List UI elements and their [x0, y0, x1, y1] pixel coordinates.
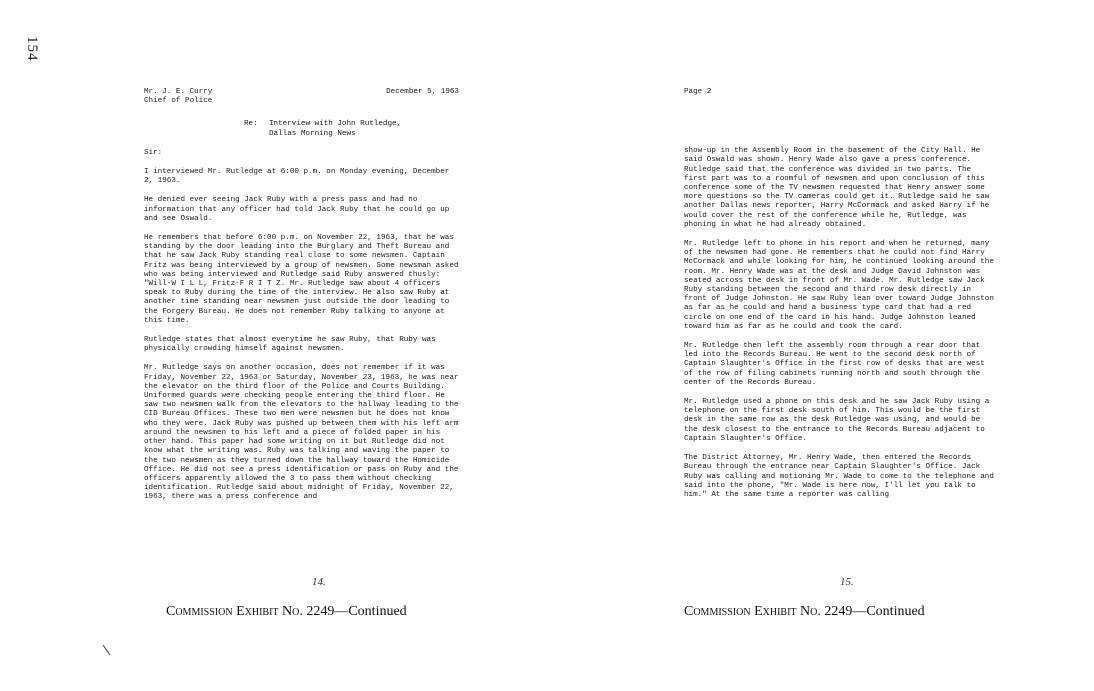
handwritten-initials: 14.: [312, 576, 326, 588]
stray-mark: [103, 645, 111, 655]
paragraph: The District Attorney, Mr. Henry Wade, then entered the Records Bureau through the entrance near Captain Slaughter's Office. Jack Ruby was calling and motioning Mr. Wade to come to the telephone and said into the phone, "Mr. Wade is here now, I'll let you talk to him." At the same time a reporter was calling: [684, 454, 994, 499]
caption-suffix: —Continued: [334, 604, 407, 619]
letter-date: December 5, 1963: [386, 88, 459, 96]
paragraph: Mr. Rutledge says on another occasion, does not remember if it was Friday, November 22, 1963 or Saturday, November 23, 1963, he was near the elevator on the third floor of the Police and Courts Building. Uniformed guards were checking people entering the third floor. He saw two newsmen walk from the elevators to the hallway leading to the CID Bureau Offices. These two men were newsmen but he does not know who they were. Jack Ruby was pushed up between them with his left arm around the newsmen to his left and a piece of folded paper in his other hand. This paper had some writing on it but Rutledge did not know what the writing was. Ruby was talking and waving the paper to the two newsmen as they turned down the hallway toward the Homicide Office. He did not see a press identification or pass on Ruby and the officers apparently allowed the 3 to pass them without checking identification. Rutledge said about midnight of Friday, November 22, 1963, there was a press conference and: [144, 364, 459, 502]
exhibit-caption-right: [684, 604, 925, 620]
paragraph: Mr. Rutledge then left the assembly room through a rear door that led into the Records Bureau. He went to the second desk north of Captain Slaughter's Office in the first row of desks that are west of the row of filing cabinets running north and south through the center of the Records Bureau.: [684, 342, 985, 387]
paragraph: Rutledge states that almost everytime he saw Ruby, that Ruby was physically crowding himself against newsmen.: [144, 336, 436, 354]
addressee-block: [144, 88, 212, 106]
paragraph: I interviewed Mr. Rutledge at 6:00 p.m. on Monday evening, December 2, 1963.: [144, 168, 450, 186]
re-label: Re:: [244, 120, 258, 129]
margin-page-number: 154: [24, 36, 40, 62]
subject-block: [244, 120, 459, 138]
addressee-name: Mr. J. E. Curry: [144, 88, 213, 96]
caption-title: Commission Exhibit No. 2249: [684, 604, 853, 619]
paragraph: Mr. Rutledge left to phone in his report and when he returned, many of the newsmen had gone. He remembers that he could not find Harry McCormack and while looking for him, he continued looking around the room. Mr. Henry Wade was at the desk and Judge David Johnston was seated across the desk in front of Mr. Wade. Mr. Rutledge saw Jack Ruby standing between the second and third row desk directly in front of Judge Johnston. He saw Ruby lean over toward Judge Johnston as far as he could and hand a business type card that had a red circle on one end of the card in his hand. Judge Johnston leaned toward him as far as he could and took the card.: [684, 240, 994, 331]
paragraph: He remembers that before 6:00 p.m. on November 22, 1963, that he was standing by the door leading into the Burglary and Theft Bureau and that he saw Jack Ruby standing real close to some newsmen. Captain Fritz was being interviewed by a group of newsmen. Some newsman asked who was being interviewed and Rutledge said Ruby answered thusly: "Will-W I L L, Fritz-F R I T Z. Mr. Rutledge saw about 4 officers speak to Ruby during the time of the interview. He also saw Ruby at another time standing near newsmen just outside the door leading to the Forgery Bureau. He does not remember Ruby talking to anyone at this time.: [144, 234, 459, 325]
addressee-title: Chief of Police: [144, 97, 213, 106]
left-letter-page: [144, 88, 459, 513]
paragraph: Mr. Rutledge used a phone on this desk and he saw Jack Ruby using a telephone on the first desk south of him. This would be the first desk in the same row as the desk Rutledge was using, and would be the desk closest to the entrance to the Records Bureau adjacent to Captain Slaughter's Office.: [684, 398, 990, 443]
caption-title: Commission Exhibit No. 2249: [166, 604, 335, 619]
subject-line-1: Interview with John Rutledge,: [269, 120, 402, 129]
subject-line-2: Dallas Morning News: [269, 129, 356, 138]
exhibit-caption-left: [166, 604, 407, 620]
handwritten-initials: 15.: [840, 576, 854, 588]
paragraph: He denied ever seeing Jack Ruby with a press pass and had no information that any officer had told Jack Ruby that he could go up and see Oswald.: [144, 196, 450, 223]
letter-header: [144, 88, 459, 106]
caption-suffix: —Continued: [852, 604, 925, 619]
salutation: Sir:: [144, 148, 163, 157]
paragraph: show-up in the Assembly Room in the basement of the City Hall. He said Oswald was shown. Henry Wade also gave a press conference. Rutledge said that the conference was divided in two parts. The first part was to a roomful of newsmen and upon conclusion of this conference some of the TV newsmen requested that Henry answer some more questions so the TV cameras could get it. Rutledge said he saw another Dallas news reporter, Harry McCormack and asked Harry if he would cover the rest of the conference while he, Rutledge, was phoning in what he had already obtained.: [684, 147, 990, 229]
right-letter-page: [684, 88, 994, 510]
page-label: Page 2: [684, 88, 712, 96]
